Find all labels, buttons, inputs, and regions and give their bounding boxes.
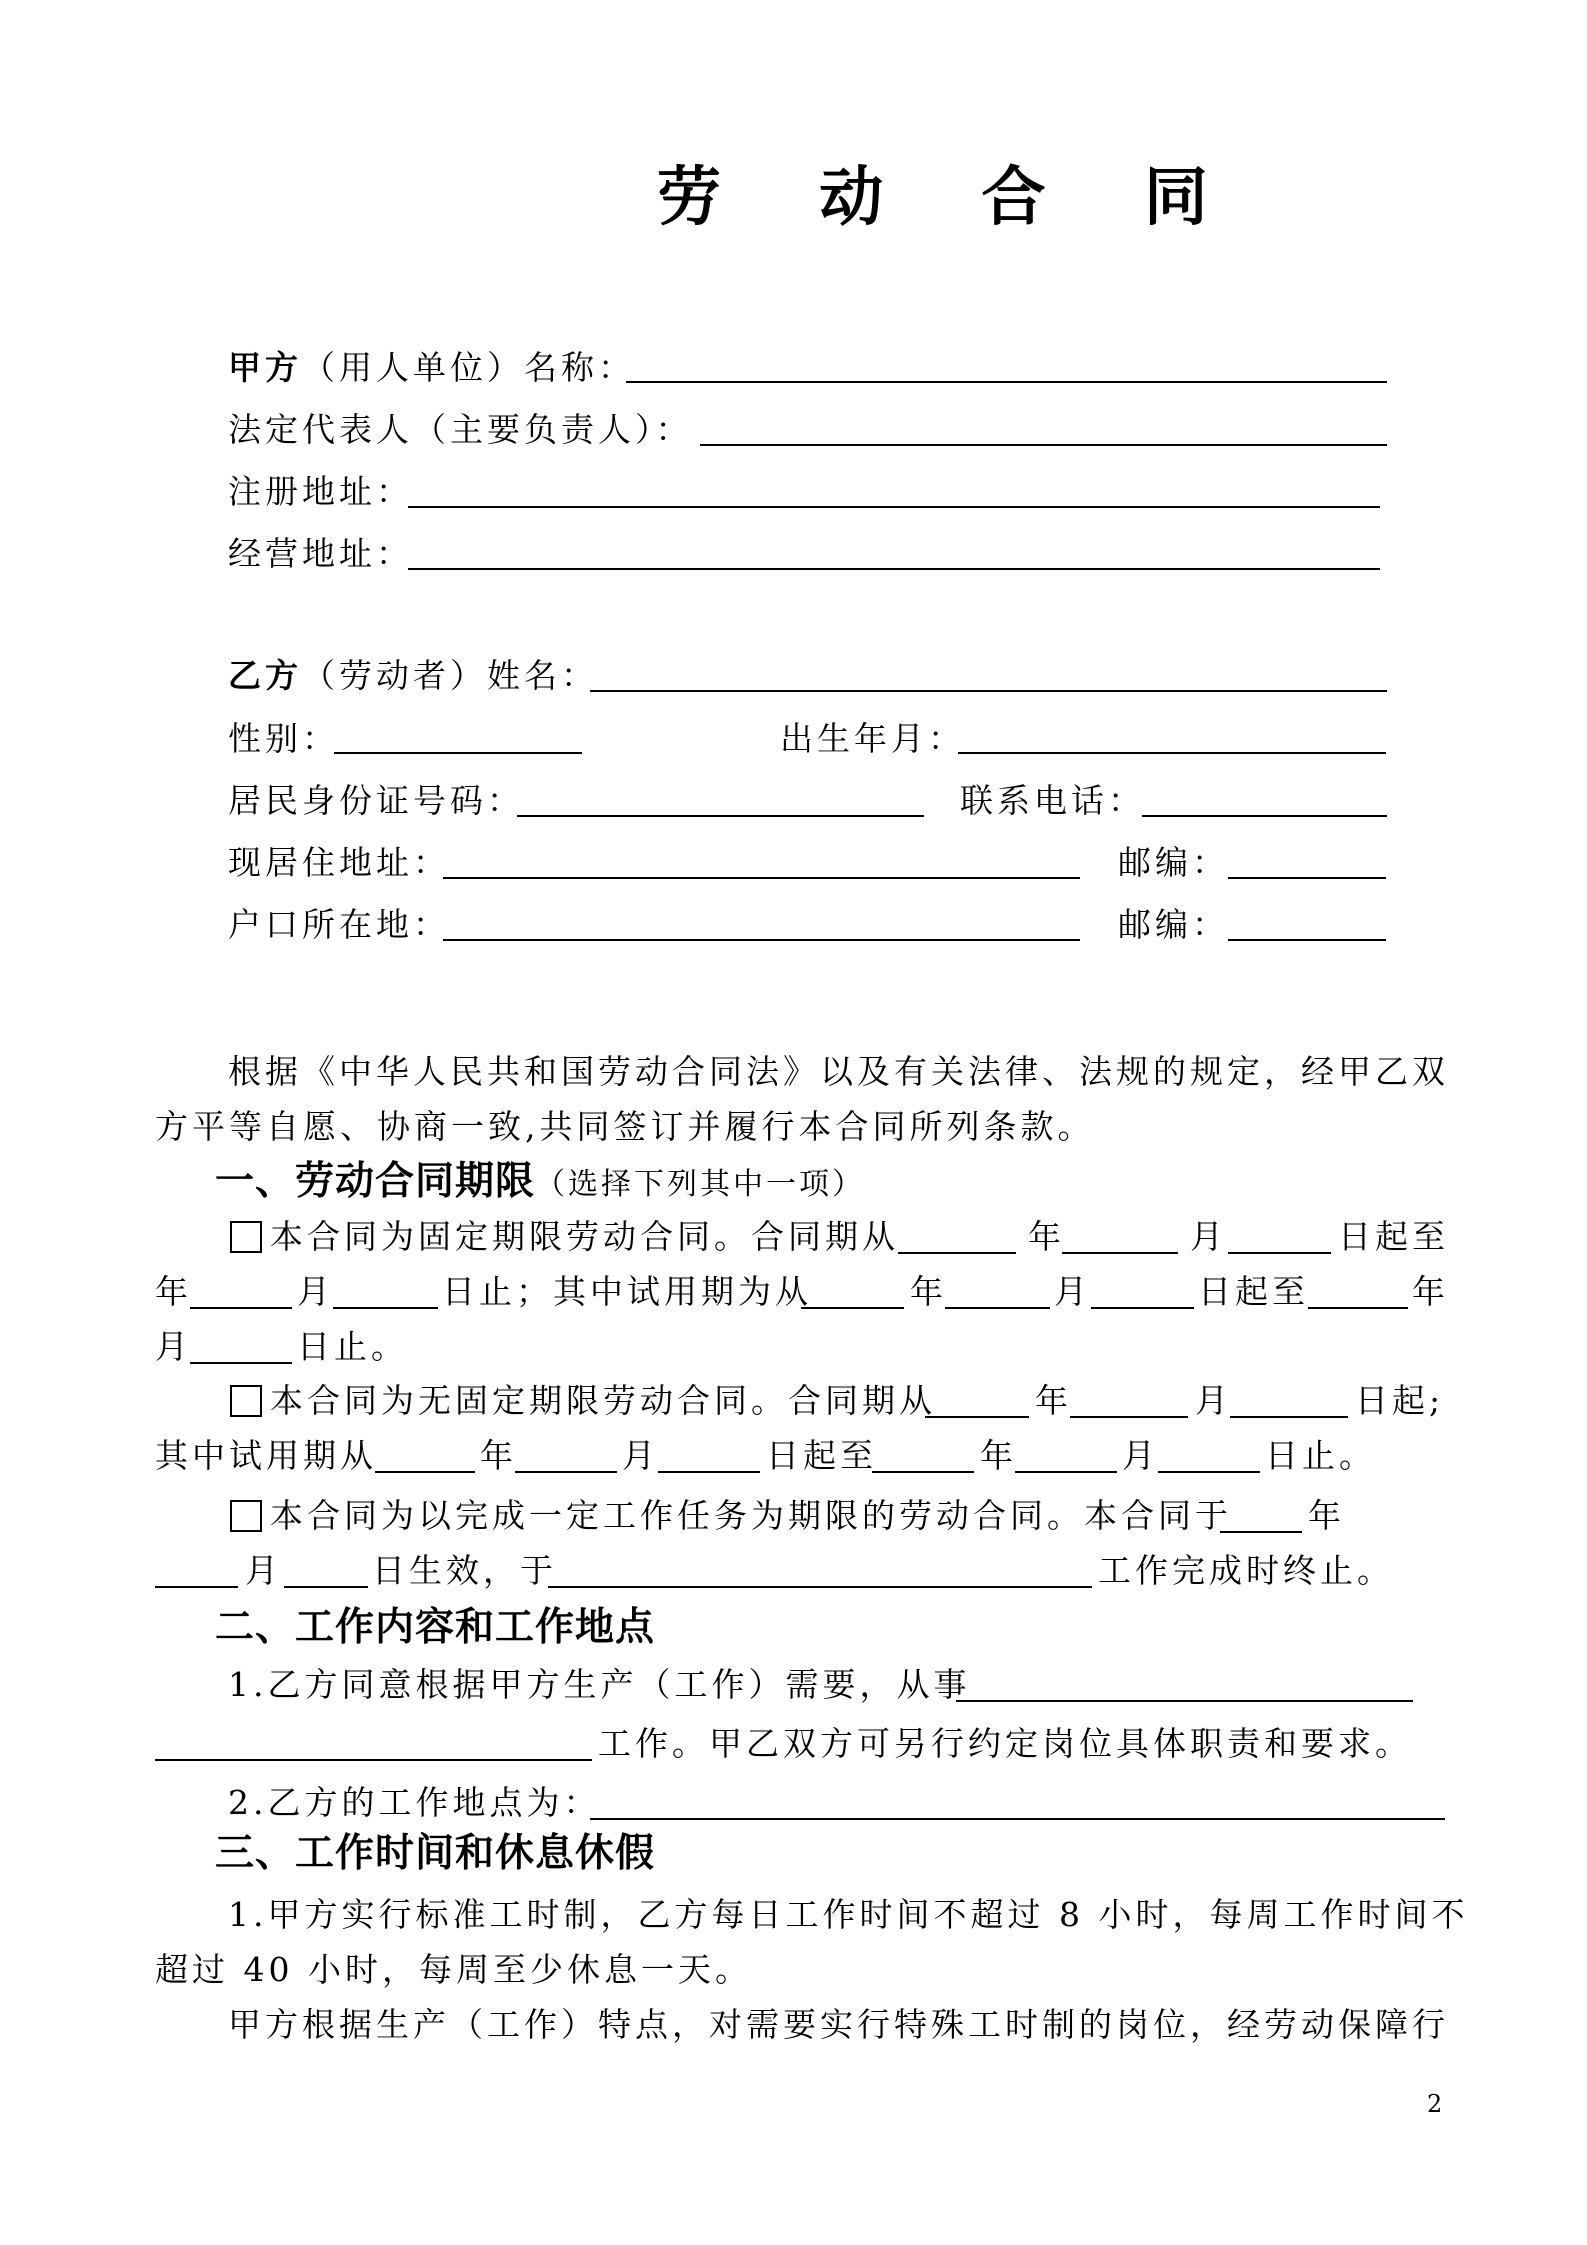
option1-checkbox[interactable]: [230, 1221, 262, 1253]
legal-rep-label: 法定代表人（主要负责人）：: [228, 410, 693, 449]
section3-heading: 三、工作时间和休息休假: [215, 1830, 656, 1876]
o3-task-field[interactable]: [548, 1586, 1092, 1588]
gender-label: 性别：: [228, 719, 339, 758]
o3-month-text: 月: [245, 1551, 282, 1590]
o1-trial-to-text: 日起至: [1198, 1272, 1309, 1311]
job-field-part2[interactable]: [155, 1759, 592, 1761]
o2-trial-start-year-field[interactable]: [375, 1471, 475, 1473]
o1-trial-end-year-text: 年: [1412, 1272, 1449, 1311]
page-number: 2: [1427, 2090, 1443, 2118]
biz-address-label: 经营地址：: [228, 534, 413, 573]
o2-trial-year-text: 年: [480, 1436, 517, 1475]
party-b-name-field[interactable]: [590, 690, 1387, 692]
o1-start-year-field[interactable]: [898, 1252, 1016, 1254]
o2-trial-end-month-field[interactable]: [1015, 1471, 1117, 1473]
section3-para2: 甲方根据生产（工作）特点，对需要实行特殊工时制的岗位，经劳动保障行: [228, 2005, 1449, 2044]
o2-trial-end-year-text: 年: [980, 1436, 1017, 1475]
o1-year-text: 年: [1028, 1217, 1065, 1256]
phone-field[interactable]: [1142, 815, 1387, 817]
reg-address-field[interactable]: [408, 506, 1380, 508]
o1-end-month-field[interactable]: [333, 1307, 438, 1309]
o1-month-text: 月: [1190, 1217, 1227, 1256]
o1-start-month-field[interactable]: [1062, 1252, 1178, 1254]
o2-month-text: 月: [1195, 1381, 1232, 1420]
o1-trial-end-month-text: 月: [155, 1327, 192, 1366]
section1-heading: 一、劳动合同期限（选择下列其中一项）: [215, 1158, 866, 1204]
biz-address-field[interactable]: [408, 568, 1380, 570]
o2-start-month-field[interactable]: [1070, 1416, 1188, 1418]
section2-item2: 2.乙方的工作地点为：: [228, 1783, 601, 1822]
o1-trial-month-text: 月: [1054, 1272, 1091, 1311]
birth-label: 出生年月：: [780, 719, 965, 758]
o2-day-text: 日起;: [1355, 1381, 1445, 1420]
legal-rep-field[interactable]: [700, 444, 1387, 446]
section2-item1-line2: 工作。甲乙双方可另行约定岗位具体职责和要求。: [598, 1724, 1412, 1763]
o3-year-text: 年: [1308, 1496, 1345, 1535]
birth-field[interactable]: [958, 752, 1386, 754]
o1-end-month-text: 月: [297, 1272, 334, 1311]
postcode1-field[interactable]: [1228, 877, 1386, 879]
reg-address-label: 注册地址：: [228, 472, 413, 511]
hukou-label: 户口所在地：: [228, 905, 450, 944]
o1-trial-text: 日止；其中试用期为从: [442, 1272, 812, 1311]
o1-trial-start-month-field[interactable]: [945, 1307, 1050, 1309]
o1-end-year-text: 年: [155, 1272, 192, 1311]
o2-trial-month-text: 月: [622, 1436, 659, 1475]
o1-day-text: 日起至: [1338, 1217, 1449, 1256]
document-title: 劳 动 合 同: [657, 160, 1246, 235]
id-number-field[interactable]: [517, 815, 924, 817]
o1-trial-end-day-text: 日止。: [297, 1327, 408, 1366]
current-address-field[interactable]: [443, 877, 1080, 879]
o1-trial-end-year-field[interactable]: [1308, 1307, 1408, 1309]
o2-trial-end-day-field[interactable]: [1158, 1471, 1260, 1473]
o2-trial-end-day-text: 日止。: [1265, 1436, 1376, 1475]
o3-end-text: 工作完成时终止。: [1098, 1551, 1394, 1590]
section2-heading: 二、工作内容和工作地点: [215, 1604, 656, 1650]
party-a-name-field[interactable]: [626, 381, 1387, 383]
o3-year-field[interactable]: [1220, 1531, 1302, 1533]
o3-effective-text: 日生效，于: [372, 1551, 557, 1590]
option2-line1: 本合同为无固定期限劳动合同。合同期从: [270, 1381, 936, 1420]
work-location-field[interactable]: [590, 1818, 1445, 1820]
option3-checkbox[interactable]: [230, 1500, 262, 1532]
o1-trial-start-year-field[interactable]: [801, 1307, 904, 1309]
o2-start-year-field[interactable]: [925, 1416, 1029, 1418]
o2-trial-to-text: 日起至: [766, 1436, 877, 1475]
o1-trial-end-month-field[interactable]: [190, 1362, 292, 1364]
postcode2-field[interactable]: [1228, 939, 1386, 941]
section2-item1-line1: 1.乙方同意根据甲方生产（工作）需要，从事: [228, 1665, 971, 1704]
current-address-label: 现居住地址：: [228, 843, 450, 882]
job-field-part1[interactable]: [956, 1700, 1413, 1702]
intro-line-2: 方平等自愿、协商一致,共同签订并履行本合同所列条款。: [155, 1107, 1095, 1146]
gender-field[interactable]: [334, 752, 582, 754]
o2-year-text: 年: [1035, 1381, 1072, 1420]
o3-month-field[interactable]: [155, 1586, 238, 1588]
o2-trial-start-month-field[interactable]: [515, 1471, 617, 1473]
o1-trial-start-day-field[interactable]: [1091, 1307, 1194, 1309]
section1-note: （选择下列其中一项）: [535, 1167, 866, 1202]
o2-trial-end-month-text: 月: [1122, 1436, 1159, 1475]
option2-checkbox[interactable]: [230, 1385, 262, 1417]
postcode1-label: 邮编：: [1118, 843, 1229, 882]
party-b-name-label: 乙方（劳动者）姓名：: [228, 656, 598, 695]
party-a-name-label: 甲方（用人单位）名称：: [228, 348, 635, 387]
o3-day-field[interactable]: [284, 1586, 368, 1588]
o2-trial-start-day-field[interactable]: [658, 1471, 760, 1473]
section3-para1-line1: 1.甲方实行标准工时制，乙方每日工作时间不超过 8 小时，每周工作时间不: [228, 1895, 1469, 1934]
postcode2-label: 邮编：: [1118, 905, 1229, 944]
o1-start-day-field[interactable]: [1228, 1252, 1331, 1254]
option1-line1: 本合同为固定期限劳动合同。合同期从: [270, 1217, 899, 1256]
hukou-field[interactable]: [443, 939, 1080, 941]
o2-trial-text: 其中试用期从: [155, 1436, 377, 1475]
section3-para1-line2: 超过 40 小时，每周至少休息一天。: [155, 1950, 752, 1989]
option3-line1: 本合同为以完成一定工作任务为期限的劳动合同。本合同于: [270, 1496, 1232, 1535]
o1-trial-year-text: 年: [910, 1272, 947, 1311]
phone-label: 联系电话：: [960, 781, 1145, 820]
o2-start-day-field[interactable]: [1230, 1416, 1348, 1418]
o2-trial-end-year-field[interactable]: [872, 1471, 974, 1473]
id-number-label: 居民身份证号码：: [228, 781, 524, 820]
intro-line-1: 根据《中华人民共和国劳动合同法》以及有关法律、法规的规定，经甲乙双: [228, 1052, 1449, 1091]
o1-end-year-field[interactable]: [190, 1307, 292, 1309]
